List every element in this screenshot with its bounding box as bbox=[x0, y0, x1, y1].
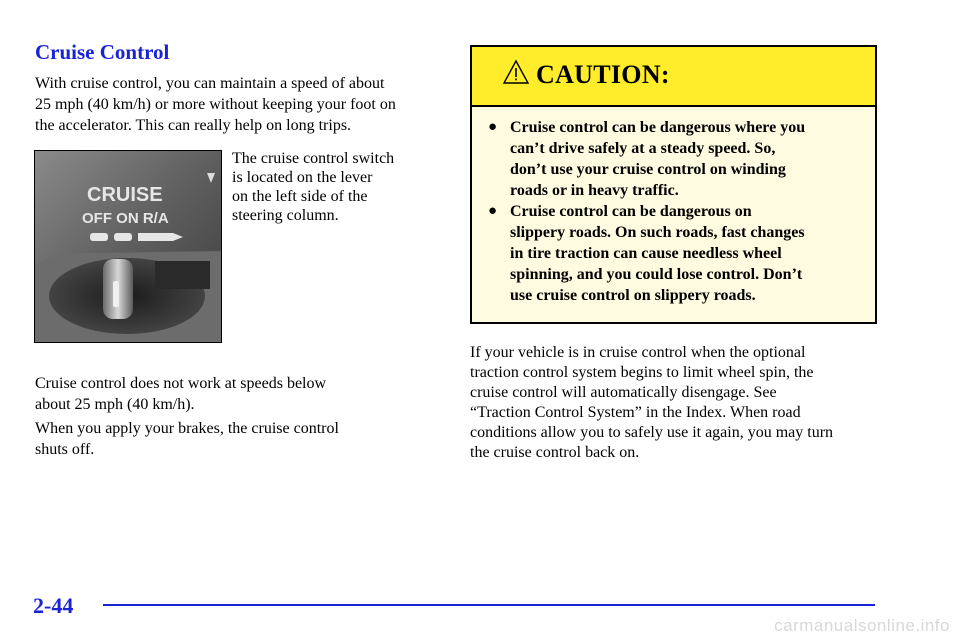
intro-paragraph: With cruise control, you can maintain a speed of about 25 mph (40 km/h) or more without keeping your foot on the accelerator. This can really help on long trips. bbox=[35, 75, 396, 134]
warning-triangle-icon bbox=[502, 59, 530, 85]
caution-item-text: Cruise control can be dangerous where you can’t drive safely at a steady speed. So, don’t use your cruise control on winding roads or in heavy traffic. bbox=[510, 119, 806, 199]
speed-paragraph: Cruise control does not work at speeds below about 25 mph (40 km/h). bbox=[35, 375, 327, 413]
mode-label: OFF ON R/A bbox=[82, 210, 169, 227]
section-title: Cruise Control bbox=[35, 40, 170, 64]
caution-item-text: Cruise control can be dangerous on slippery roads. On such roads, fast changes in tire traction can cause needless wheel spinning, and you could lose control. Don’t use cruise control on slippery roads. bbox=[510, 203, 805, 304]
caution-title: CAUTION: bbox=[536, 60, 670, 89]
caution-header bbox=[472, 47, 875, 107]
traction-paragraph: If your vehicle is in cruise control when the optional traction control system begins to limit wheel spin, the cruise control will automatically disengage. See “Traction Control System” in the Index. When road conditions allow you to safely use it again, you may turn the cruise control back on. bbox=[470, 344, 834, 461]
footer-rule bbox=[103, 604, 875, 606]
figure-caption: The cruise control switch is located on the lever on the left side of the steering column. bbox=[232, 150, 395, 224]
caution-box bbox=[470, 45, 877, 324]
caution-item bbox=[488, 201, 863, 306]
caution-list bbox=[488, 117, 863, 306]
bullet-icon: ● bbox=[488, 203, 498, 219]
page-number: 2-44 bbox=[33, 593, 74, 618]
caution-item bbox=[488, 117, 863, 201]
cruise-switch-photo bbox=[34, 150, 222, 343]
cruise-label: CRUISE bbox=[87, 184, 163, 206]
watermark: carmanualsonline.info bbox=[774, 616, 950, 635]
cruise-switch-illustration bbox=[35, 151, 222, 343]
bullet-icon: ● bbox=[488, 119, 498, 135]
brakes-paragraph: When you apply your brakes, the cruise control shuts off. bbox=[35, 420, 339, 458]
